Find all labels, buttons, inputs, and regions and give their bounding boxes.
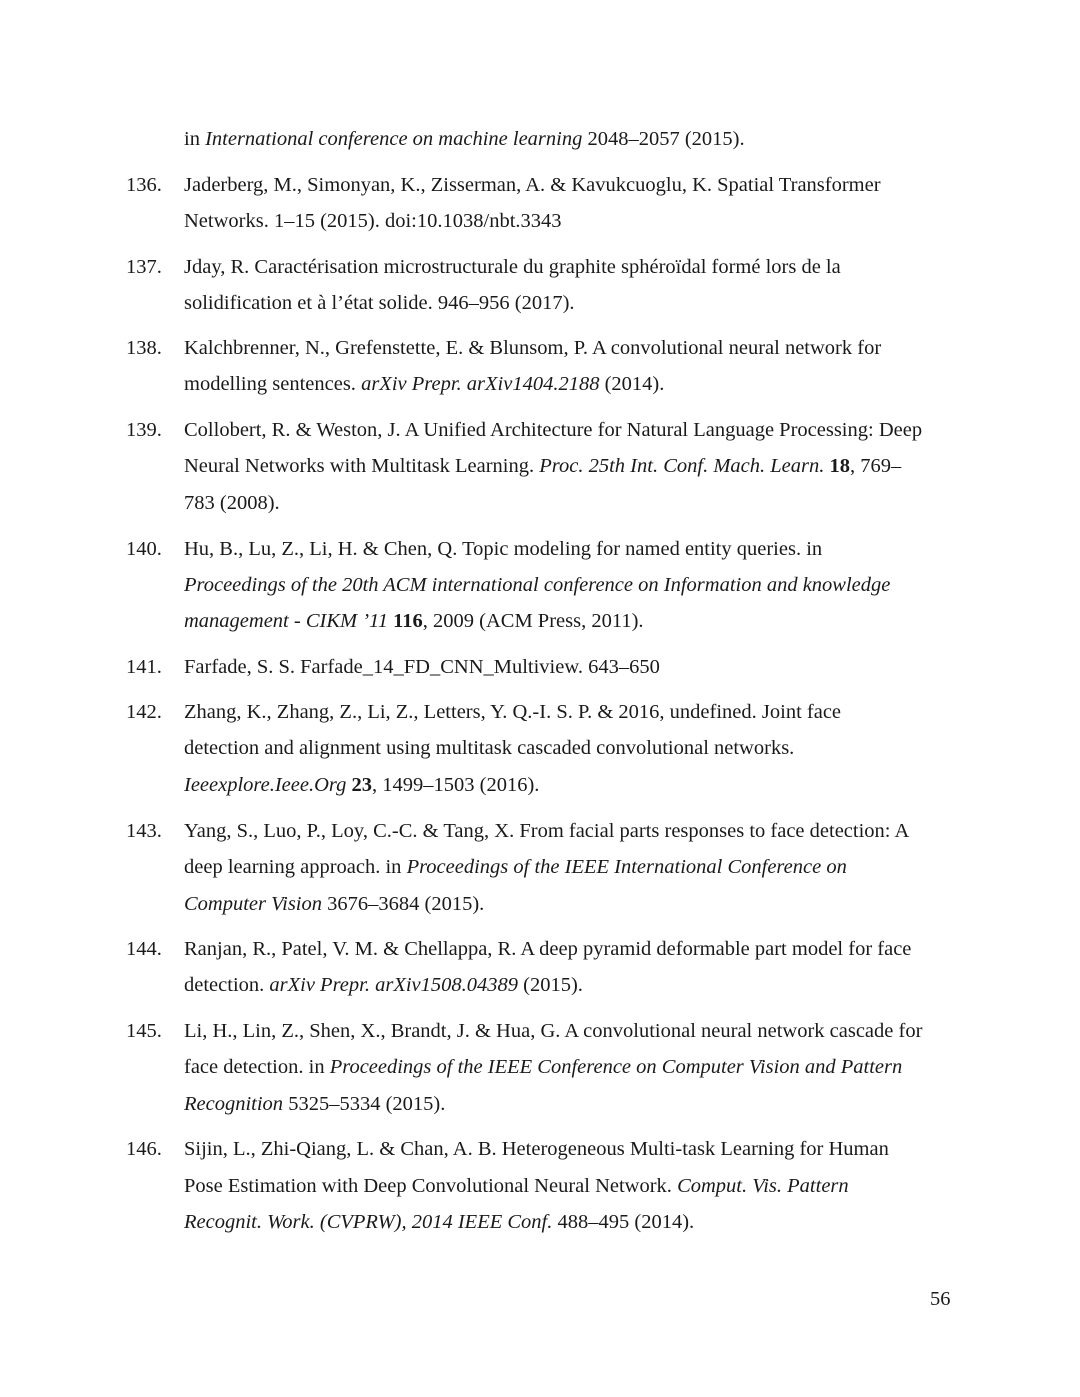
reference-text: Ranjan, R., Patel, V. M. & Chellappa, R. A deep pyramid deformable part model for face <box>184 938 912 960</box>
reference-italic-text: arXiv Prepr. arXiv1404.2188 <box>361 373 600 395</box>
reference-italic-text: Proc. 25th Int. Conf. Mach. Learn. <box>539 455 825 477</box>
reference-text: in <box>184 128 206 150</box>
reference-text: Sijin, L., Zhi-Qiang, L. & Chan, A. B. Heterogeneous Multi-task Learning for Human <box>184 1138 889 1160</box>
reference-line <box>184 973 583 997</box>
reference-text: Zhang, K., Zhang, Z., Li, Z., Letters, Y. Q.-I. S. P. & 2016, undefined. Joint face <box>184 701 842 723</box>
reference-text: Kalchbrenner, N., Grefenstette, E. & Blunsom, P. A convolutional neural network for <box>184 337 882 359</box>
reference-number: 137. <box>126 256 162 278</box>
reference-number: 143. <box>126 820 162 842</box>
reference-line <box>184 454 901 478</box>
reference-line <box>184 1137 889 1161</box>
reference-text: 5325–5334 (2015). <box>283 1093 446 1115</box>
reference-italic-text: Proceedings of the IEEE Conference on Computer Vision and Pattern <box>329 1056 903 1078</box>
reference-text: , 1499–1503 (2016). <box>372 774 540 796</box>
reference-text: Farfade, S. S. Farfade_14_FD_CNN_Multiview. 643–650 <box>184 656 660 678</box>
reference-italic-text: International conference on machine learning <box>205 128 583 150</box>
reference-line <box>184 173 881 197</box>
reference-volume: 23 <box>351 774 373 796</box>
reference-line <box>184 255 841 279</box>
reference-text: Li, H., Lin, Z., Shen, X., Brandt, J. & Hua, G. A convolutional neural network cascade for <box>184 1020 923 1042</box>
reference-italic-text: arXiv Prepr. arXiv1508.04389 <box>269 974 519 996</box>
reference-line <box>184 573 890 597</box>
reference-volume: 18 <box>829 455 850 477</box>
reference-line <box>184 1210 694 1234</box>
reference-number: 138. <box>126 337 162 359</box>
reference-text: 488–495 (2014). <box>552 1211 695 1233</box>
reference-text: Jday, R. Caractérisation microstructurale du graphite sphéroïdal formé lors de la <box>184 256 841 278</box>
reference-line <box>184 700 841 724</box>
reference-text: detection and alignment using multitask cascaded convolutional networks. <box>184 737 795 759</box>
reference-text: Pose Estimation with Deep Convolutional Neural Network. <box>184 1175 678 1197</box>
reference-italic-text: Computer Vision <box>184 893 322 915</box>
reference-text: (2014). <box>599 373 665 395</box>
reference-italic-text: management - CIKM ’11 <box>184 610 389 632</box>
reference-line <box>184 655 660 679</box>
reference-number: 144. <box>126 938 162 960</box>
reference-line <box>184 609 644 633</box>
reference-line <box>184 937 911 961</box>
reference-text: solidification et à l’état solide. 946–956 (2017). <box>184 292 575 314</box>
reference-line <box>184 209 562 233</box>
reference-number: 142. <box>126 701 162 723</box>
reference-italic-text: Recognition <box>184 1093 284 1115</box>
reference-italic-text: Recognit. Work. (CVPRW), 2014 IEEE Conf. <box>184 1211 553 1233</box>
reference-line <box>184 736 794 760</box>
reference-volume: 116 <box>393 610 423 632</box>
reference-line <box>184 1092 445 1116</box>
reference-line <box>184 773 539 797</box>
reference-line <box>184 491 280 515</box>
reference-number: 136. <box>126 174 162 196</box>
reference-line <box>184 1019 922 1043</box>
reference-text: 783 (2008). <box>184 492 280 514</box>
page-number: 56 <box>930 1288 951 1310</box>
reference-text: Hu, B., Lu, Z., Li, H. & Chen, Q. Topic modeling for named entity queries. in <box>184 538 823 560</box>
reference-italic-text: Comput. Vis. Pattern <box>677 1175 849 1197</box>
reference-line <box>184 819 909 843</box>
reference-line <box>184 127 745 151</box>
reference-number: 139. <box>126 419 162 441</box>
reference-text: 3676–3684 (2015). <box>322 893 485 915</box>
reference-text: Collobert, R. & Weston, J. A Unified Architecture for Natural Language Processing: Deep <box>184 419 923 441</box>
reference-text: face detection. in <box>184 1056 330 1078</box>
reference-italic-text: Ieeexplore.Ieee.Org <box>184 774 347 796</box>
reference-line <box>184 291 575 315</box>
reference-line <box>184 336 881 360</box>
reference-italic-text: Proceedings of the IEEE International Conference on <box>406 856 847 878</box>
reference-line <box>184 1055 902 1079</box>
reference-text: Yang, S., Luo, P., Loy, C.-C. & Tang, X. From facial parts responses to face detection: A <box>184 820 910 842</box>
reference-number: 140. <box>126 538 162 560</box>
reference-text: , 2009 (ACM Press, 2011). <box>422 610 644 632</box>
reference-text: deep learning approach. in <box>184 856 407 878</box>
reference-number: 141. <box>126 656 162 678</box>
reference-line <box>184 537 822 561</box>
reference-line <box>184 1174 849 1198</box>
reference-text: Neural Networks with Multitask Learning. <box>184 455 540 477</box>
reference-line <box>184 892 484 916</box>
reference-text: detection. <box>184 974 270 996</box>
reference-text: Jaderberg, M., Simonyan, K., Zisserman, A. & Kavukcuoglu, K. Spatial Transformer <box>184 174 881 196</box>
reference-text: (2015). <box>518 974 583 996</box>
reference-line <box>184 372 664 396</box>
reference-italic-text: Proceedings of the 20th ACM international conference on Information and knowledge <box>184 574 891 596</box>
reference-line <box>184 855 847 879</box>
reference-text: modelling sentences. <box>184 373 362 395</box>
reference-line <box>184 418 922 442</box>
reference-text: , 769– <box>849 455 902 477</box>
reference-text: Networks. 1–15 (2015). doi:10.1038/nbt.3343 <box>184 210 562 232</box>
reference-text: 2048–2057 (2015). <box>582 128 745 150</box>
reference-number: 145. <box>126 1020 162 1042</box>
reference-number: 146. <box>126 1138 162 1160</box>
